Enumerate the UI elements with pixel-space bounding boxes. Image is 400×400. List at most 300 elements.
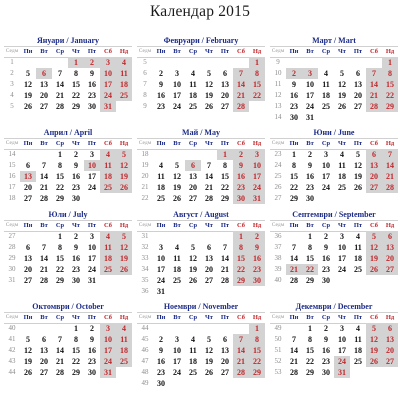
month-title: Април / April bbox=[4, 128, 132, 139]
day-cell: 30 bbox=[72, 276, 80, 285]
day-cell: 4 bbox=[324, 69, 328, 78]
day-cell: 7 bbox=[233, 68, 249, 79]
day-cell: 31 bbox=[157, 287, 165, 296]
week-column-header: Седм bbox=[137, 138, 153, 150]
day-cell: 29 bbox=[290, 194, 298, 203]
day-cell: 26 bbox=[189, 276, 197, 285]
day-cell: 16 bbox=[322, 346, 330, 355]
weekday-header: Пн bbox=[286, 46, 302, 58]
day-cell: 5 bbox=[191, 243, 195, 252]
day-cell: 12 bbox=[366, 334, 382, 345]
weekday-header: Пн bbox=[20, 312, 36, 324]
day-cell: 3 bbox=[302, 68, 318, 79]
day-cell: 14 bbox=[40, 172, 48, 181]
week-number: 6 bbox=[143, 69, 147, 77]
weekday-header: Пт bbox=[217, 220, 233, 232]
week-number: 51 bbox=[274, 346, 282, 354]
day-cell: 16 bbox=[322, 254, 330, 263]
weekday-header: Пн bbox=[153, 138, 169, 150]
day-cell: 24 bbox=[100, 356, 116, 367]
day-cell: 9 bbox=[324, 335, 328, 344]
day-cell: 28 bbox=[233, 367, 249, 378]
day-cell: 27 bbox=[221, 102, 229, 111]
day-cell: 12 bbox=[173, 172, 181, 181]
day-cell: 8 bbox=[74, 335, 78, 344]
day-cell: 14 bbox=[56, 80, 64, 89]
day-cell: 11 bbox=[322, 80, 330, 89]
day-cell: 11 bbox=[157, 172, 165, 181]
month-title: Юни / June bbox=[270, 128, 398, 139]
day-cell: 25 bbox=[173, 276, 181, 285]
day-cell: 26 bbox=[116, 264, 132, 275]
day-cell: 30 bbox=[249, 275, 265, 286]
week-number: 31 bbox=[8, 276, 16, 284]
day-cell: 23 bbox=[290, 102, 298, 111]
week-number: 49 bbox=[274, 324, 282, 332]
day-cell: 20 bbox=[366, 171, 382, 182]
day-cell: 23 bbox=[88, 357, 96, 366]
day-cell: 3 bbox=[249, 149, 265, 160]
day-cell: 1 bbox=[74, 324, 78, 333]
weekday-header: Вт bbox=[302, 312, 318, 324]
day-cell: 28 bbox=[56, 368, 64, 377]
day-cell: 23 bbox=[72, 265, 80, 274]
day-cell: 15 bbox=[233, 253, 249, 264]
day-cell: 22 bbox=[221, 183, 229, 192]
day-cell: 31 bbox=[100, 101, 116, 112]
day-cell: 26 bbox=[116, 182, 132, 193]
day-cell: 8 bbox=[58, 161, 62, 170]
month-block bbox=[270, 36, 398, 122]
day-cell: 15 bbox=[72, 346, 80, 355]
day-cell: 23 bbox=[249, 264, 265, 275]
month-title: Октомври / October bbox=[4, 302, 132, 313]
weekday-header: Нд bbox=[382, 220, 398, 232]
day-cell: 17 bbox=[249, 171, 265, 182]
day-cell: 1 bbox=[308, 324, 312, 333]
week-column-header: Седм bbox=[137, 46, 153, 58]
day-cell: 2 bbox=[249, 231, 265, 242]
day-cell: 28 bbox=[290, 276, 298, 285]
day-cell: 23 bbox=[306, 183, 314, 192]
day-cell: 23 bbox=[233, 182, 249, 193]
day-cell: 4 bbox=[175, 243, 179, 252]
month-block bbox=[270, 128, 398, 214]
week-number: 46 bbox=[141, 346, 149, 354]
day-cell: 14 bbox=[366, 79, 382, 90]
day-cell: 22 bbox=[72, 357, 80, 366]
day-cell: 29 bbox=[72, 102, 80, 111]
day-cell: 20 bbox=[205, 265, 213, 274]
day-cell: 19 bbox=[338, 91, 346, 100]
weekday-header: Пт bbox=[84, 220, 100, 232]
day-cell: 5 bbox=[26, 335, 30, 344]
day-cell: 8 bbox=[74, 69, 78, 78]
day-cell: 22 bbox=[56, 265, 64, 274]
day-cell: 19 bbox=[24, 91, 32, 100]
month-title: Май / May bbox=[137, 128, 265, 139]
week-number: 48 bbox=[141, 368, 149, 376]
day-cell: 30 bbox=[88, 368, 96, 377]
week-number: 17 bbox=[8, 183, 16, 191]
week-number: 31 bbox=[141, 232, 149, 240]
week-number: 22 bbox=[141, 194, 149, 202]
day-cell: 28 bbox=[233, 101, 249, 112]
weekday-header: Ср bbox=[185, 312, 201, 324]
day-cell: 17 bbox=[88, 172, 96, 181]
weekday-header: Ср bbox=[318, 138, 334, 150]
day-cell: 19 bbox=[173, 183, 181, 192]
day-cell: 2 bbox=[84, 57, 100, 68]
day-cell: 4 bbox=[340, 150, 344, 159]
day-cell: 15 bbox=[72, 80, 80, 89]
weekday-header: Вт bbox=[169, 138, 185, 150]
week-number: 47 bbox=[141, 357, 149, 365]
day-cell: 13 bbox=[382, 334, 398, 345]
day-cell: 27 bbox=[382, 264, 398, 275]
day-cell: 6 bbox=[26, 243, 30, 252]
day-cell: 14 bbox=[40, 254, 48, 263]
day-cell: 22 bbox=[56, 183, 64, 192]
day-cell: 10 bbox=[338, 243, 346, 252]
day-cell: 19 bbox=[366, 345, 382, 356]
weekday-header: Пт bbox=[350, 220, 366, 232]
weekday-header: Ср bbox=[52, 220, 68, 232]
week-number: 52 bbox=[274, 357, 282, 365]
day-cell: 18 bbox=[116, 345, 132, 356]
day-cell: 27 bbox=[40, 102, 48, 111]
day-cell: 21 bbox=[40, 183, 48, 192]
day-cell: 12 bbox=[205, 80, 213, 89]
day-cell: 21 bbox=[366, 90, 382, 101]
day-cell: 5 bbox=[366, 231, 382, 242]
day-cell: 26 bbox=[205, 368, 213, 377]
week-number: 45 bbox=[141, 335, 149, 343]
day-cell: 8 bbox=[308, 243, 312, 252]
weekday-header: Ср bbox=[318, 312, 334, 324]
day-cell: 29 bbox=[306, 276, 314, 285]
weekday-header: Сб bbox=[100, 46, 116, 58]
week-number: 49 bbox=[141, 379, 149, 387]
day-cell: 20 bbox=[221, 357, 229, 366]
day-cell: 7 bbox=[207, 161, 211, 170]
day-cell: 20 bbox=[382, 345, 398, 356]
day-cell: 7 bbox=[58, 69, 62, 78]
weekday-header: Нд bbox=[116, 220, 132, 232]
day-cell: 4 bbox=[191, 335, 195, 344]
week-number: 3 bbox=[10, 80, 14, 88]
weekday-header: Сб bbox=[366, 312, 382, 324]
day-cell: 18 bbox=[354, 346, 362, 355]
day-cell: 18 bbox=[189, 357, 197, 366]
day-cell: 21 bbox=[56, 357, 64, 366]
day-cell: 28 bbox=[205, 194, 213, 203]
weekday-header: Пн bbox=[153, 312, 169, 324]
week-column-header: Седм bbox=[4, 138, 20, 150]
day-cell: 6 bbox=[207, 243, 211, 252]
day-cell: 16 bbox=[88, 346, 96, 355]
weekday-header: Нд bbox=[249, 312, 265, 324]
day-cell: 17 bbox=[100, 79, 116, 90]
day-cell: 2 bbox=[308, 150, 312, 159]
week-number: 43 bbox=[8, 357, 16, 365]
month-block bbox=[4, 128, 132, 214]
week-number: 24 bbox=[274, 161, 282, 169]
week-number: 15 bbox=[8, 161, 16, 169]
week-number: 18 bbox=[8, 194, 16, 202]
day-cell: 13 bbox=[40, 346, 48, 355]
weekday-header: Ср bbox=[185, 46, 201, 58]
day-cell: 2 bbox=[90, 324, 94, 333]
day-cell: 22 bbox=[233, 264, 249, 275]
day-cell: 12 bbox=[24, 80, 32, 89]
day-cell: 17 bbox=[173, 91, 181, 100]
day-cell: 30 bbox=[233, 193, 249, 204]
day-cell: 14 bbox=[221, 254, 229, 263]
weekday-header: Сб bbox=[233, 46, 249, 58]
month-title: Август / August bbox=[137, 210, 265, 221]
day-cell: 28 bbox=[366, 101, 382, 112]
week-number: 27 bbox=[8, 232, 16, 240]
day-cell: 21 bbox=[382, 171, 398, 182]
day-cell: 9 bbox=[159, 80, 163, 89]
day-cell: 25 bbox=[338, 183, 346, 192]
week-number: 25 bbox=[274, 172, 282, 180]
month-block bbox=[137, 210, 265, 296]
weekday-header: Нд bbox=[249, 46, 265, 58]
day-cell: 30 bbox=[72, 194, 80, 203]
day-cell: 18 bbox=[116, 79, 132, 90]
weekday-header: Пт bbox=[217, 46, 233, 58]
day-cell: 2 bbox=[74, 232, 78, 241]
day-cell: 2 bbox=[233, 149, 249, 160]
day-cell: 9 bbox=[159, 346, 163, 355]
week-number: 30 bbox=[8, 265, 16, 273]
day-cell: 6 bbox=[356, 69, 360, 78]
weekday-header: Чт bbox=[334, 220, 350, 232]
week-number: 11 bbox=[274, 80, 282, 88]
day-cell: 19 bbox=[205, 91, 213, 100]
day-cell: 19 bbox=[116, 253, 132, 264]
day-cell: 8 bbox=[223, 161, 227, 170]
day-cell: 16 bbox=[72, 254, 80, 263]
day-cell: 3 bbox=[175, 69, 179, 78]
day-cell: 31 bbox=[334, 367, 350, 378]
day-cell: 25 bbox=[116, 90, 132, 101]
weekday-header: Вт bbox=[302, 46, 318, 58]
day-cell: 1 bbox=[249, 57, 265, 68]
day-cell: 22 bbox=[249, 356, 265, 367]
day-cell: 5 bbox=[340, 69, 344, 78]
day-cell: 20 bbox=[40, 91, 48, 100]
day-cell: 25 bbox=[322, 102, 330, 111]
day-cell: 17 bbox=[88, 254, 96, 263]
day-cell: 9 bbox=[74, 243, 78, 252]
week-number: 4 bbox=[10, 91, 14, 99]
day-cell: 30 bbox=[88, 102, 96, 111]
day-cell: 24 bbox=[173, 368, 181, 377]
weekday-header: Сб bbox=[100, 220, 116, 232]
month-block bbox=[137, 36, 265, 122]
day-cell: 26 bbox=[173, 194, 181, 203]
week-number: 27 bbox=[274, 194, 282, 202]
day-cell: 13 bbox=[20, 171, 36, 182]
weekday-header: Ср bbox=[52, 46, 68, 58]
day-cell: 31 bbox=[100, 367, 116, 378]
day-cell: 21 bbox=[290, 357, 298, 366]
day-cell: 31 bbox=[306, 113, 314, 122]
day-cell: 11 bbox=[100, 160, 116, 171]
day-cell: 10 bbox=[249, 160, 265, 171]
day-cell: 20 bbox=[40, 357, 48, 366]
day-cell: 25 bbox=[189, 368, 197, 377]
day-cell: 17 bbox=[100, 345, 116, 356]
week-column-header: Седм bbox=[4, 220, 20, 232]
day-cell: 5 bbox=[175, 161, 179, 170]
weekday-header: Нд bbox=[116, 312, 132, 324]
week-number: 32 bbox=[141, 243, 149, 251]
day-cell: 14 bbox=[233, 79, 249, 90]
day-cell: 18 bbox=[354, 254, 362, 263]
day-cell: 9 bbox=[233, 160, 249, 171]
week-number: 21 bbox=[141, 183, 149, 191]
month-block bbox=[137, 302, 265, 388]
day-cell: 23 bbox=[72, 183, 80, 192]
day-cell: 1 bbox=[217, 149, 233, 160]
day-cell: 23 bbox=[88, 91, 96, 100]
week-number: 41 bbox=[8, 335, 16, 343]
day-cell: 22 bbox=[290, 183, 298, 192]
weekday-header: Пн bbox=[20, 46, 36, 58]
day-cell: 30 bbox=[306, 194, 314, 203]
day-cell: 13 bbox=[189, 172, 197, 181]
day-cell: 2 bbox=[159, 335, 163, 344]
week-number: 38 bbox=[274, 254, 282, 262]
day-cell: 5 bbox=[366, 323, 382, 334]
day-cell: 17 bbox=[322, 172, 330, 181]
week-number: 14 bbox=[8, 150, 16, 158]
month-title: Февруари / February bbox=[137, 36, 265, 47]
day-cell: 29 bbox=[56, 194, 64, 203]
weekday-header: Пн bbox=[20, 138, 36, 150]
day-cell: 6 bbox=[382, 231, 398, 242]
day-cell: 3 bbox=[340, 324, 344, 333]
day-cell: 13 bbox=[205, 254, 213, 263]
day-cell: 3 bbox=[90, 150, 94, 159]
day-cell: 5 bbox=[116, 149, 132, 160]
day-cell: 18 bbox=[100, 253, 116, 264]
day-cell: 19 bbox=[205, 357, 213, 366]
day-cell: 6 bbox=[223, 69, 227, 78]
day-cell: 2 bbox=[159, 69, 163, 78]
day-cell: 19 bbox=[189, 265, 197, 274]
weekday-header: Сб bbox=[233, 138, 249, 150]
weekday-header: Пт bbox=[84, 138, 100, 150]
day-cell: 6 bbox=[36, 68, 52, 79]
day-cell: 1 bbox=[308, 232, 312, 241]
day-cell: 29 bbox=[249, 367, 265, 378]
day-cell: 7 bbox=[233, 334, 249, 345]
day-cell: 23 bbox=[322, 357, 330, 366]
day-cell: 5 bbox=[356, 150, 360, 159]
day-cell: 22 bbox=[306, 357, 314, 366]
month-title: Януари / January bbox=[4, 36, 132, 47]
week-number: 36 bbox=[274, 232, 282, 240]
day-cell: 8 bbox=[308, 335, 312, 344]
weekday-header: Вт bbox=[169, 312, 185, 324]
week-number: 5 bbox=[10, 102, 14, 110]
day-cell: 11 bbox=[116, 334, 132, 345]
day-cell: 8 bbox=[292, 161, 296, 170]
day-cell: 4 bbox=[191, 69, 195, 78]
week-column-header: Седм bbox=[137, 312, 153, 324]
day-cell: 10 bbox=[88, 243, 96, 252]
day-cell: 16 bbox=[290, 91, 298, 100]
day-cell: 12 bbox=[189, 254, 197, 263]
weekday-header: Ср bbox=[52, 312, 68, 324]
weekday-header: Чт bbox=[334, 46, 350, 58]
weekday-header: Сб bbox=[233, 312, 249, 324]
week-number: 10 bbox=[274, 69, 282, 77]
day-cell: 1 bbox=[382, 57, 398, 68]
day-cell: 3 bbox=[324, 150, 328, 159]
day-cell: 9 bbox=[292, 80, 296, 89]
weekday-header: Сб bbox=[366, 220, 382, 232]
day-cell: 8 bbox=[233, 242, 249, 253]
day-cell: 27 bbox=[189, 194, 197, 203]
weekday-header: Сб bbox=[366, 46, 382, 58]
day-cell: 10 bbox=[173, 346, 181, 355]
day-cell: 15 bbox=[221, 172, 229, 181]
day-cell: 9 bbox=[324, 243, 328, 252]
day-cell: 11 bbox=[116, 68, 132, 79]
weekday-header: Пн bbox=[286, 312, 302, 324]
weekday-header: Вт bbox=[169, 220, 185, 232]
weekday-header: Ср bbox=[185, 138, 201, 150]
day-cell: 15 bbox=[249, 345, 265, 356]
day-cell: 31 bbox=[88, 276, 96, 285]
weekday-header: Чт bbox=[201, 312, 217, 324]
weekday-header: Чт bbox=[201, 138, 217, 150]
weekday-header: Нд bbox=[116, 138, 132, 150]
day-cell: 29 bbox=[221, 194, 229, 203]
day-cell: 13 bbox=[382, 242, 398, 253]
day-cell: 16 bbox=[249, 253, 265, 264]
week-number: 42 bbox=[8, 346, 16, 354]
weekday-header: Чт bbox=[201, 46, 217, 58]
weekday-header: Пн bbox=[153, 46, 169, 58]
day-cell: 22 bbox=[249, 90, 265, 101]
day-cell: 15 bbox=[290, 172, 298, 181]
day-cell: 21 bbox=[233, 90, 249, 101]
day-cell: 23 bbox=[322, 265, 330, 274]
week-number: 16 bbox=[8, 172, 16, 180]
weekday-header: Нд bbox=[116, 46, 132, 58]
day-cell: 3 bbox=[100, 323, 116, 334]
week-number: 50 bbox=[274, 335, 282, 343]
weekday-header: Чт bbox=[68, 220, 84, 232]
day-cell: 7 bbox=[42, 161, 46, 170]
week-number: 36 bbox=[141, 287, 149, 295]
week-number: 1 bbox=[10, 58, 14, 66]
day-cell: 22 bbox=[72, 91, 80, 100]
weekday-header: Пн bbox=[286, 138, 302, 150]
day-cell: 19 bbox=[366, 253, 382, 264]
day-cell: 17 bbox=[338, 346, 346, 355]
day-cell: 2 bbox=[324, 324, 328, 333]
weekday-header: Ср bbox=[318, 46, 334, 58]
day-cell: 18 bbox=[157, 183, 165, 192]
